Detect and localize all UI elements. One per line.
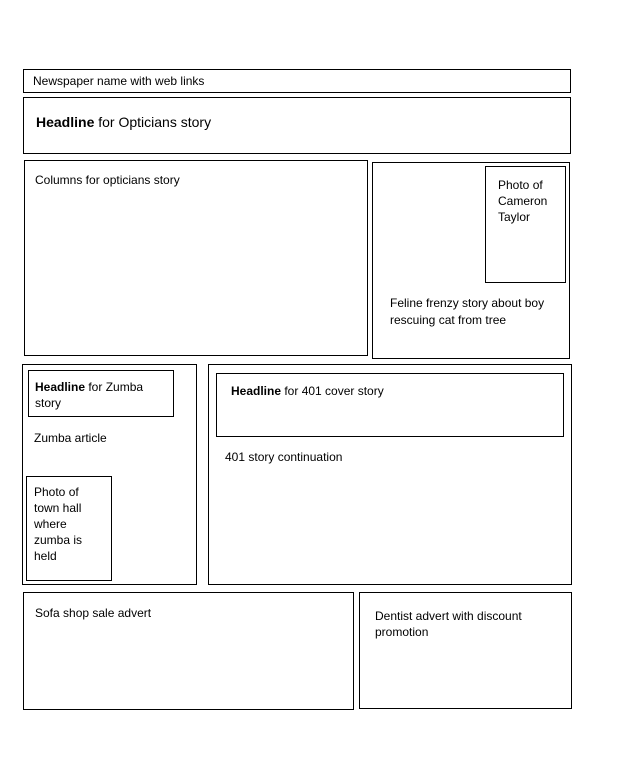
- feline-story-text: Feline frenzy story about boy rescuing cat from tree: [390, 296, 545, 327]
- cameron-photo-text: Photo of Cameron Taylor: [498, 178, 548, 224]
- cover-headline-rest: for 401 cover story: [281, 384, 384, 398]
- cover-headline-bold: Headline: [231, 384, 282, 398]
- townhall-photo-text: Photo of town hall where zumba is held: [34, 485, 83, 563]
- zumba-headline-bold: Headline: [35, 380, 86, 394]
- opticians-headline-text: [36, 114, 536, 131]
- zumba-headline-rest: for Zumba story: [35, 380, 144, 410]
- opticians-columns-box: [24, 160, 368, 356]
- opticians-headline-bold: Headline: [36, 114, 95, 130]
- opticians-columns-text: Columns for opticians story: [35, 173, 180, 187]
- opticians-headline-rest: for Opticians story: [94, 114, 212, 130]
- zumba-article-text: Zumba article: [34, 431, 107, 445]
- dentist-advert-text: Dentist advert with discount promotion: [375, 609, 522, 639]
- zumba-headline-text: [35, 379, 169, 411]
- cover-headline-text: [231, 383, 551, 399]
- masthead-text: Newspaper name with web links: [33, 74, 205, 88]
- sofa-advert-text: Sofa shop sale advert: [35, 606, 152, 620]
- cover-continuation-text: 401 story continuation: [225, 450, 343, 464]
